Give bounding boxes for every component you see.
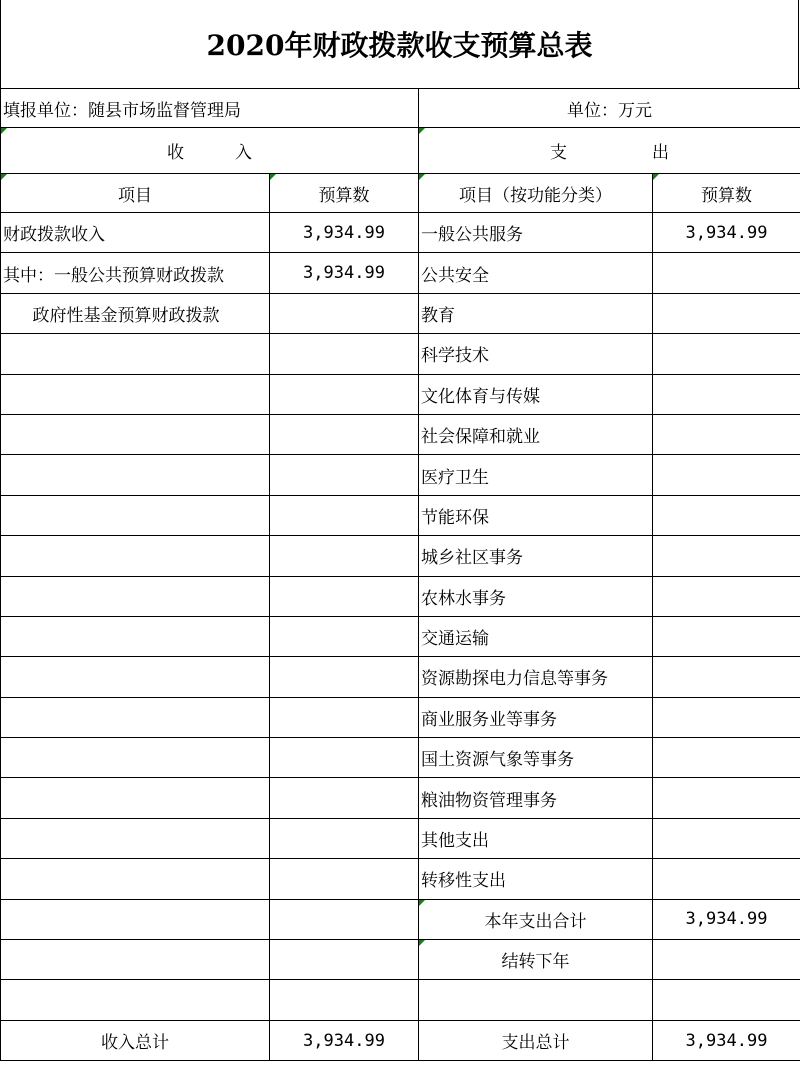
income-amount-cell: 3,934.99 (270, 213, 419, 253)
expense-amount-cell (653, 576, 800, 616)
expense-item-cell: 粮油物资管理事务 (419, 778, 653, 818)
expense-subtotal-row (1, 899, 800, 939)
income-item-cell (1, 334, 270, 374)
unit-row (1, 89, 800, 128)
expense-item-cell: 其他支出 (419, 818, 653, 858)
income-amount-cell (270, 536, 419, 576)
expense-item-cell: 教育 (419, 293, 653, 333)
table-row (1, 334, 800, 374)
expense-item-cell: 医疗卫生 (419, 455, 653, 495)
currency-unit-cell: 单位：万元 (419, 89, 800, 128)
table-row (1, 536, 800, 576)
table-row (1, 495, 800, 535)
expense-amount-cell (653, 738, 800, 778)
expense-item-cell: 节能环保 (419, 495, 653, 535)
table-row (1, 414, 800, 454)
income-total-amount: 3,934.99 (270, 1020, 419, 1060)
expense-item-cell: 一般公共服务 (419, 213, 653, 253)
expense-item-cell: 社会保障和就业 (419, 414, 653, 454)
expense-item-cell: 国土资源气象等事务 (419, 738, 653, 778)
income-amount-cell (270, 293, 419, 333)
income-item-cell (1, 414, 270, 454)
expense-amount-cell (653, 980, 800, 1020)
expense-amount-cell (653, 414, 800, 454)
income-item-cell: 财政拨款收入 (1, 213, 270, 253)
table-row (1, 778, 800, 818)
income-amount-cell (270, 899, 419, 939)
expense-total-amount: 3,934.99 (653, 1020, 800, 1060)
expense-item-cell: 城乡社区事务 (419, 536, 653, 576)
income-amount-cell (270, 859, 419, 899)
income-amount-cell: 3,934.99 (270, 253, 419, 293)
income-item-cell: 其中：一般公共预算财政拨款 (1, 253, 270, 293)
expense-amount-cell (653, 253, 800, 293)
budget-table-body (1, 89, 800, 1061)
income-item-cell (1, 980, 270, 1020)
expense-item-cell: 商业服务业等事务 (419, 697, 653, 737)
income-amount-header: 预算数 (270, 174, 419, 213)
table-row (1, 293, 800, 333)
sheet-title: 2020年财政拨款收支预算总表 (0, 0, 799, 88)
table-row (1, 616, 800, 656)
column-header-row (1, 174, 800, 213)
expense-total-label: 支出总计 (419, 1020, 653, 1060)
income-item-cell: 政府性基金预算财政拨款 (1, 293, 270, 333)
income-item-cell (1, 940, 270, 980)
income-amount-cell (270, 455, 419, 495)
income-amount-cell (270, 616, 419, 656)
income-item-cell (1, 818, 270, 858)
expense-amount-cell (653, 374, 800, 414)
income-item-cell (1, 455, 270, 495)
table-row (1, 374, 800, 414)
blank-row (1, 980, 800, 1020)
income-amount-cell (270, 657, 419, 697)
expense-item-cell: 转移性支出 (419, 859, 653, 899)
expense-item-cell (419, 980, 653, 1020)
expense-item-cell: 农林水事务 (419, 576, 653, 616)
expense-item-cell: 资源勘探电力信息等事务 (419, 657, 653, 697)
table-row (1, 738, 800, 778)
budget-table (0, 88, 800, 1061)
income-item-header: 项目 (1, 174, 270, 213)
income-total-label: 收入总计 (1, 1020, 270, 1060)
expense-amount-cell (653, 859, 800, 899)
income-item-cell (1, 616, 270, 656)
expense-amount-cell (653, 455, 800, 495)
income-section-header: 收 入 (1, 128, 419, 174)
table-row (1, 818, 800, 858)
expense-amount-cell (653, 334, 800, 374)
income-item-cell (1, 778, 270, 818)
income-amount-cell (270, 374, 419, 414)
carryover-amount (653, 940, 800, 980)
table-row (1, 657, 800, 697)
income-item-cell (1, 859, 270, 899)
expense-section-header: 支 出 (419, 128, 800, 174)
expense-item-cell: 公共安全 (419, 253, 653, 293)
expense-subtotal-label: 本年支出合计 (419, 899, 653, 939)
expense-amount-cell (653, 616, 800, 656)
income-amount-cell (270, 495, 419, 535)
filler-unit-cell: 填报单位：随县市场监督管理局 (1, 89, 419, 128)
income-amount-cell (270, 818, 419, 858)
expense-subtotal-amount: 3,934.99 (653, 899, 800, 939)
table-row (1, 213, 800, 253)
income-item-cell (1, 576, 270, 616)
income-amount-cell (270, 697, 419, 737)
expense-amount-cell (653, 778, 800, 818)
income-amount-cell (270, 738, 419, 778)
income-item-cell (1, 697, 270, 737)
section-header-row (1, 128, 800, 174)
carryover-row (1, 940, 800, 980)
income-amount-cell (270, 980, 419, 1020)
expense-item-cell: 文化体育与传媒 (419, 374, 653, 414)
expense-amount-cell (653, 657, 800, 697)
income-amount-cell (270, 940, 419, 980)
table-row (1, 253, 800, 293)
expense-amount-cell (653, 293, 800, 333)
carryover-label: 结转下年 (419, 940, 653, 980)
income-item-cell (1, 536, 270, 576)
expense-item-cell: 交通运输 (419, 616, 653, 656)
expense-amount-cell (653, 697, 800, 737)
expense-item-cell: 科学技术 (419, 334, 653, 374)
income-item-cell (1, 738, 270, 778)
income-amount-cell (270, 414, 419, 454)
table-row (1, 859, 800, 899)
table-row (1, 697, 800, 737)
totals-row (1, 1020, 800, 1060)
expense-amount-cell (653, 495, 800, 535)
income-item-cell (1, 899, 270, 939)
income-amount-cell (270, 576, 419, 616)
income-item-cell (1, 374, 270, 414)
income-item-cell (1, 657, 270, 697)
income-amount-cell (270, 778, 419, 818)
table-row (1, 455, 800, 495)
income-amount-cell (270, 334, 419, 374)
expense-amount-header: 预算数 (653, 174, 800, 213)
expense-amount-cell: 3,934.99 (653, 213, 800, 253)
expense-item-header: 项目（按功能分类） (419, 174, 653, 213)
table-row (1, 576, 800, 616)
expense-amount-cell (653, 818, 800, 858)
income-item-cell (1, 495, 270, 535)
expense-amount-cell (653, 536, 800, 576)
